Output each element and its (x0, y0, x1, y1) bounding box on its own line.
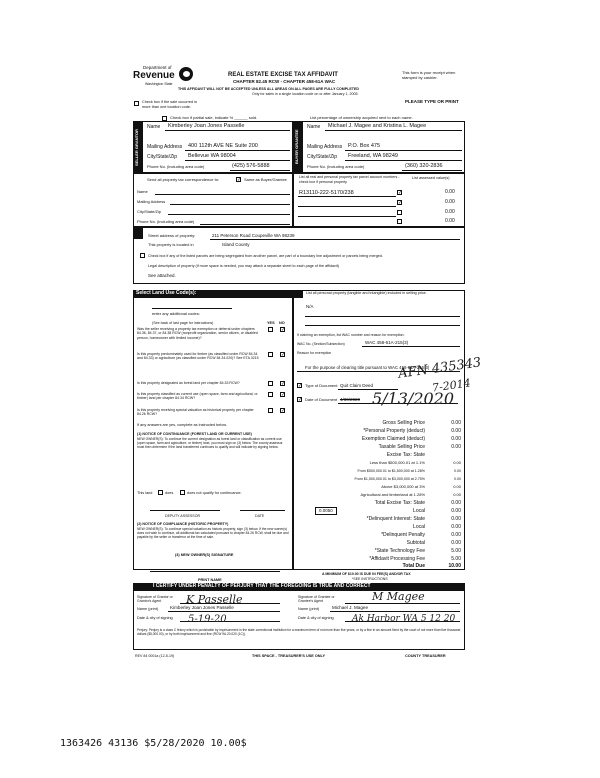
tax-name-label: Name (137, 189, 148, 194)
afn-date-handwritten: 7-2014 (431, 376, 472, 395)
tax-row-value: 0.00 (454, 477, 461, 481)
grantor-name-label: Name (print) (137, 607, 159, 611)
does-label: does (165, 491, 174, 495)
tax-row-label: *State Technology Fee (374, 548, 425, 554)
local-rate-box: 0.0050 (315, 507, 337, 515)
doc-date-check-icon: ✓ (298, 397, 303, 403)
partial-sale-label: Check box if partial sale, indicate % ______ sold. (170, 115, 258, 120)
grantee-name-label: Name (print) (298, 607, 320, 611)
enter-additional-codes: enter any additional codes: (152, 311, 200, 316)
tax-row-label: Local (413, 508, 425, 514)
buyer-city: Freeland, WA 98249 (348, 153, 398, 159)
this-land-label: This land (137, 491, 153, 495)
seller-side-label: SELLER GRANTOR (133, 121, 143, 173)
recording-stamp: 1363426 43136 $5/28/2020 10.00$ (60, 738, 247, 749)
parcel-personal-checkbox-1[interactable]: ✓ (398, 190, 403, 196)
q1-yes-checkbox[interactable] (268, 327, 273, 332)
grantee-date-handwritten: Ak Harbor WA 5 12 20 (352, 614, 456, 624)
grantee-signature-handwritten: M Magee (372, 590, 425, 603)
tax-row-label: From $1,500,000.01 to $3,000,000 at 2.75% (354, 477, 425, 481)
tax-mailing-label: Mailing Address (137, 199, 166, 204)
same-as-buyer-checkbox[interactable]: ✓ (237, 177, 242, 183)
buyer-mailing-label: Mailing Address (307, 144, 343, 150)
grantee-name: Michael J. Magee (332, 605, 369, 610)
parcel-number: R13110-222-5170/238 (299, 190, 354, 196)
q4-yes-checkbox[interactable] (268, 392, 273, 397)
tax-row-label: *Personal Property (deduct) (363, 428, 425, 434)
tax-row-value: 0.00 (453, 492, 461, 497)
doc-type: Quit Claim Deed (340, 383, 374, 388)
seller-name: Kimberley Joan Jones Passelle (168, 123, 245, 129)
q1-no-checkbox[interactable]: ✓ (281, 327, 286, 333)
see-back-note: (See back of last page for instructions) (152, 321, 214, 325)
tax-row-value: 0.00 (451, 436, 461, 442)
seller-city: Bellevue WA 98004 (188, 153, 236, 159)
tax-row-label: Total Due (402, 563, 425, 569)
assessed-value-4: 0.00 (445, 218, 455, 224)
grantor-date-label: Date & city of signing (137, 616, 173, 620)
tax-row-value: 0.00 (451, 444, 461, 450)
send-tax-label: Send all property tax correspondence to: (147, 177, 220, 182)
boundary-checkbox[interactable] (140, 253, 145, 258)
buyer-phone-label: Phone No. (including area code) (307, 164, 365, 169)
exemption-reason: For the purpose of clearing title pursuant to WAC 458-61A-215(3) (305, 365, 430, 370)
minimum-due-note: A MINIMUM OF $10.00 IS DUE IN FEE(S) AND/OR TAX (322, 572, 411, 576)
tax-row-value: 0.00 (451, 524, 461, 530)
tax-row-label: Excise Tax: State (386, 452, 425, 458)
form-chapter: CHAPTER 82.45 RCW - CHAPTER 458-61A WAC (233, 79, 336, 84)
grantor-date-handwritten: 5-19-20 (188, 614, 227, 625)
tax-row-value: 0.00 (451, 540, 461, 546)
does-checkbox[interactable] (158, 490, 163, 495)
q5-no-checkbox[interactable]: ✓ (281, 408, 286, 414)
buyer-name: Michael J. Magee and Kristina L. Magee (328, 123, 427, 129)
land-use-header: Select Land Use Code(s): (133, 290, 293, 298)
parcel-personal-checkbox-3[interactable] (397, 210, 402, 215)
tax-row-label: Exemption Claimed (deduct) (361, 436, 425, 442)
assessed-value-1: 0.00 (445, 189, 455, 195)
tax-calc-table (297, 420, 463, 560)
question-historic: Is this property receiving special valuation as historical property per chapter 84.26 RCW? (137, 408, 254, 417)
tax-row-label: Total Excise Tax: State (374, 500, 425, 506)
question-exemption: Was the seller receiving a property tax exemption or deferral under chapters 84.36, 84.37, or 84.38 RCW (nonprofit organization, senior citizen, or disabled person, homeowner with limited income)? (137, 327, 258, 340)
tax-city-label: City/State/Zip (137, 209, 162, 214)
property-number-tab (133, 227, 143, 239)
tax-row-value: 0.00 (451, 420, 461, 426)
print-name-label: PRINT NAME (198, 578, 222, 582)
tax-row-value: 0.00 (451, 500, 461, 506)
seller-phone: (425) 576-5888 (232, 163, 270, 169)
if-any-yes: If any answers are yes, complete as instructed below. (137, 423, 227, 427)
doc-date-label: Date of Document (305, 397, 338, 402)
deputy-date-label: DATE (255, 514, 265, 518)
wac-label: WAC No. (Section/Subsection) (297, 342, 345, 346)
assessed-value-3: 0.00 (445, 209, 455, 215)
tax-phone-label: Phone No. (including area code) (137, 219, 195, 224)
wac-number: WAC 458-61A-215(3) (365, 340, 409, 345)
treasurer-space: THIS SPACE - TREASURER'S USE ONLY (252, 654, 326, 658)
q2-yes-checkbox[interactable] (268, 352, 273, 357)
tax-row-label: *Delinquent Penalty (381, 532, 425, 538)
tax-row-label: Less than $500,000.01 at 1.1% (369, 460, 425, 465)
q4-no-checkbox[interactable]: ✓ (281, 392, 286, 398)
street-address: 211 Peterson Road Coupeville WA 98239 (212, 233, 295, 238)
tax-row-label: Subtotal (406, 540, 425, 546)
tax-row-value: 10.00 (448, 563, 461, 569)
see-instructions-note: *SEE INSTRUCTIONS (352, 577, 388, 581)
yes-header: YES (267, 321, 275, 325)
parcel-personal-checkbox-4[interactable] (397, 219, 402, 224)
boundary-label: Check box if any of the listed parcels are being segregated from another parcel, are part of a boundary line adjustment or parcels being merged. (148, 254, 383, 258)
personal-property-label: List all personal property (tangible and intangible) included in selling price. (306, 291, 427, 295)
buyer-phone: (360) 320-2836 (405, 163, 443, 169)
buyer-name-label: Name (307, 124, 321, 130)
see-attached: See attached. (148, 273, 176, 278)
tax-row-value: 0.00 (451, 508, 461, 514)
tax-row-value: 0.00 (454, 469, 461, 473)
tax-row-value: 0.00 (451, 532, 461, 538)
tax-row-label: Agricultural and timberland at 1.28% (360, 492, 425, 497)
parcel-header: List all real and personal property tax parcel account numbers - check box if personal property (299, 175, 400, 184)
notice-compliance-text: NEW OWNER(S): To continue special valuation as historic property, sign (3) below. If the new owner(s) does not wish to continue, all additional tax calculated pursuant to chapter 84.26 RCW, shall be due and payable by the seller or transferor at the time of sale. (137, 527, 289, 540)
logo-main: Revenue (133, 70, 175, 81)
same-as-buyer-label: Same as Buyer/Grantee (244, 177, 287, 182)
tax-row-value: 0.00 (451, 428, 461, 434)
located-label: This property is located in (148, 242, 194, 247)
land-use-code-field[interactable] (152, 301, 232, 309)
seller-name-label: Name (147, 124, 161, 130)
tax-row-label: From $500,000.01 to $1,500,000 at 1.28% (357, 469, 425, 473)
assessed-value-2: 0.00 (445, 199, 455, 205)
q2-no-checkbox[interactable]: ✓ (281, 352, 286, 358)
tax-row-label: Gross Selling Price (382, 420, 425, 426)
county-treasurer: COUNTY TREASURER (405, 654, 446, 658)
rev-number: REV 84 0001a (12-5-19) (135, 654, 175, 658)
street-label: Street address of property: (148, 233, 196, 238)
notice-compliance-title: (2) NOTICE OF COMPLIANCE (HISTORIC PROPERTY) (137, 522, 229, 526)
no-header: NO (279, 321, 285, 325)
notice-continuance-title: (1) NOTICE OF CONTINUANCE (FOREST LAND OR CURRENT USE) (137, 432, 252, 436)
not-accepted-note: THIS AFFIDAVIT WILL NOT BE ACCEPTED UNLESS ALL AREAS ON ALL PAGES ARE FULLY COMPLETED (178, 87, 359, 91)
tax-row-value: 5.00 (451, 548, 461, 554)
perjury-notice: Perjury: Perjury is a class C felony which is punishable by imprisonment in the state correctional institution for a maximum term of not more than five years, or by a fine in an amount fixed by the court of not more than five thousand dollars ($5,000.00), or by both imprisonment and fine (RCW 9A.20.020 (1C)). (137, 628, 461, 636)
multi-location-checkbox[interactable] (134, 101, 139, 106)
q5-yes-checkbox[interactable] (268, 408, 273, 413)
assessed-header: List assessed value(s) (412, 176, 450, 180)
tax-row-label: Taxable Selling Price (378, 444, 425, 450)
form-title: REAL ESTATE EXCISE TAX AFFIDAVIT (228, 72, 338, 78)
buyer-city-label: City/State/Zip (307, 154, 338, 160)
grantee-signature-label: Signature of Grantee or Grantee's Agent (298, 595, 335, 604)
afn-handwritten: AFN 435343 (397, 355, 483, 382)
list-percentage-label: List percentage of ownership acquired next to each name. (310, 115, 413, 120)
tax-row-label: *Affidavit Processing Fee (369, 556, 425, 562)
personal-property-value: N/A (306, 304, 314, 309)
new-owner-signature-label: (3) NEW OWNER(S) SIGNATURE (175, 553, 234, 557)
multi-location-label: Check box if the sale occurred in more than one location code. (142, 100, 198, 109)
tax-row-value: 0.00 (453, 460, 461, 465)
question-current-use: Is this property classified as current use (open space, farm and agricultural, or timber) land per chapter 84.34 RCW? (137, 392, 258, 401)
tax-row-label: Local (413, 524, 425, 530)
does-not-label: does not qualify for continuance. (187, 491, 242, 495)
grantor-name: Kimberley Joan Jones Passelle (170, 605, 234, 610)
grantor-signature-handwritten: K Passelle (186, 593, 243, 606)
q3-yes-checkbox[interactable] (268, 381, 273, 386)
q3-no-checkbox[interactable]: ✓ (281, 381, 286, 387)
logo-top: Department of (143, 65, 172, 70)
question-timber: Is this property predominately used for timber (as classified under RCW 84.34 and 84.33) or agriculture (as classified under RCW 84.34.020)? See ETA 3215 (137, 352, 259, 361)
doc-date-handwritten: 5/13/2020 (372, 389, 455, 408)
parcel-personal-checkbox-2[interactable]: ✓ (398, 200, 403, 206)
logo-state: Washington State (145, 82, 173, 86)
seller-city-label: City/State/Zip (147, 154, 178, 160)
only-for-note: Only for sales in a single location code on or after January 1, 2005. (252, 92, 359, 96)
tax-row-label: *Delinquent Interest: State (366, 516, 425, 522)
reason-label: Reason for exemption (297, 351, 332, 355)
tax-row-value: 5.00 (451, 556, 461, 562)
tax-row-value: 0.00 (453, 484, 461, 489)
doc-type-check-icon: ✓ (298, 383, 303, 389)
county: Island County (222, 242, 250, 247)
doc-date: 4/30/2020 (340, 397, 361, 402)
claiming-exemption-label: If claiming an exemption, list WAC number and reason for exemption: (297, 333, 405, 337)
seller-mailing-label: Mailing Address (147, 144, 183, 150)
type-or-print: PLEASE TYPE OR PRINT (405, 99, 459, 104)
grantor-signature-label: Signature of Grantor or Grantor's Agent (137, 595, 173, 604)
certify-header: I CERTIFY UNDER PENALTY OF PERJURY THAT THE FOREGOING IS TRUE AND CORRECT (133, 583, 465, 591)
doc-type-label: Type of Document (305, 383, 338, 388)
question-forest: Is this property designated as forest land per chapter 84.33 RCW? (137, 381, 240, 385)
notice-continuance-text: NEW OWNER(S): To continue the current designation as forest land or classification as current use (open space, farm and agriculture, or timber) land, you must sign on (3) below. The county assessor must then determine if the land transferred continues to qualify and will indicate by signing below. (137, 437, 283, 450)
legal-label: Legal description of property (if more space is needed, you may attach a separate sheet to each page of the affidavit) (148, 264, 339, 268)
buyer-mailing: P.O. Box 475 (348, 143, 381, 149)
receipt-note: This form is your receipt when stamped by cashier. (402, 70, 456, 80)
tax-row-label: Above $3,000,000 at 3% (381, 484, 425, 489)
seller-phone-label: Phone No. (including area code) (147, 164, 205, 169)
grantee-date-label: Date & city of signing (298, 616, 334, 620)
buyer-side-label: BUYER GRANTEE (293, 121, 303, 173)
seller-mailing: 400 112th AVE NE Suite 200 (188, 143, 258, 149)
personal-property-number-tab (293, 290, 303, 298)
deputy-assessor-label: DEPUTY ASSESSOR (165, 514, 201, 518)
tax-row-value: 0.00 (451, 516, 461, 522)
does-not-checkbox[interactable] (180, 490, 185, 495)
